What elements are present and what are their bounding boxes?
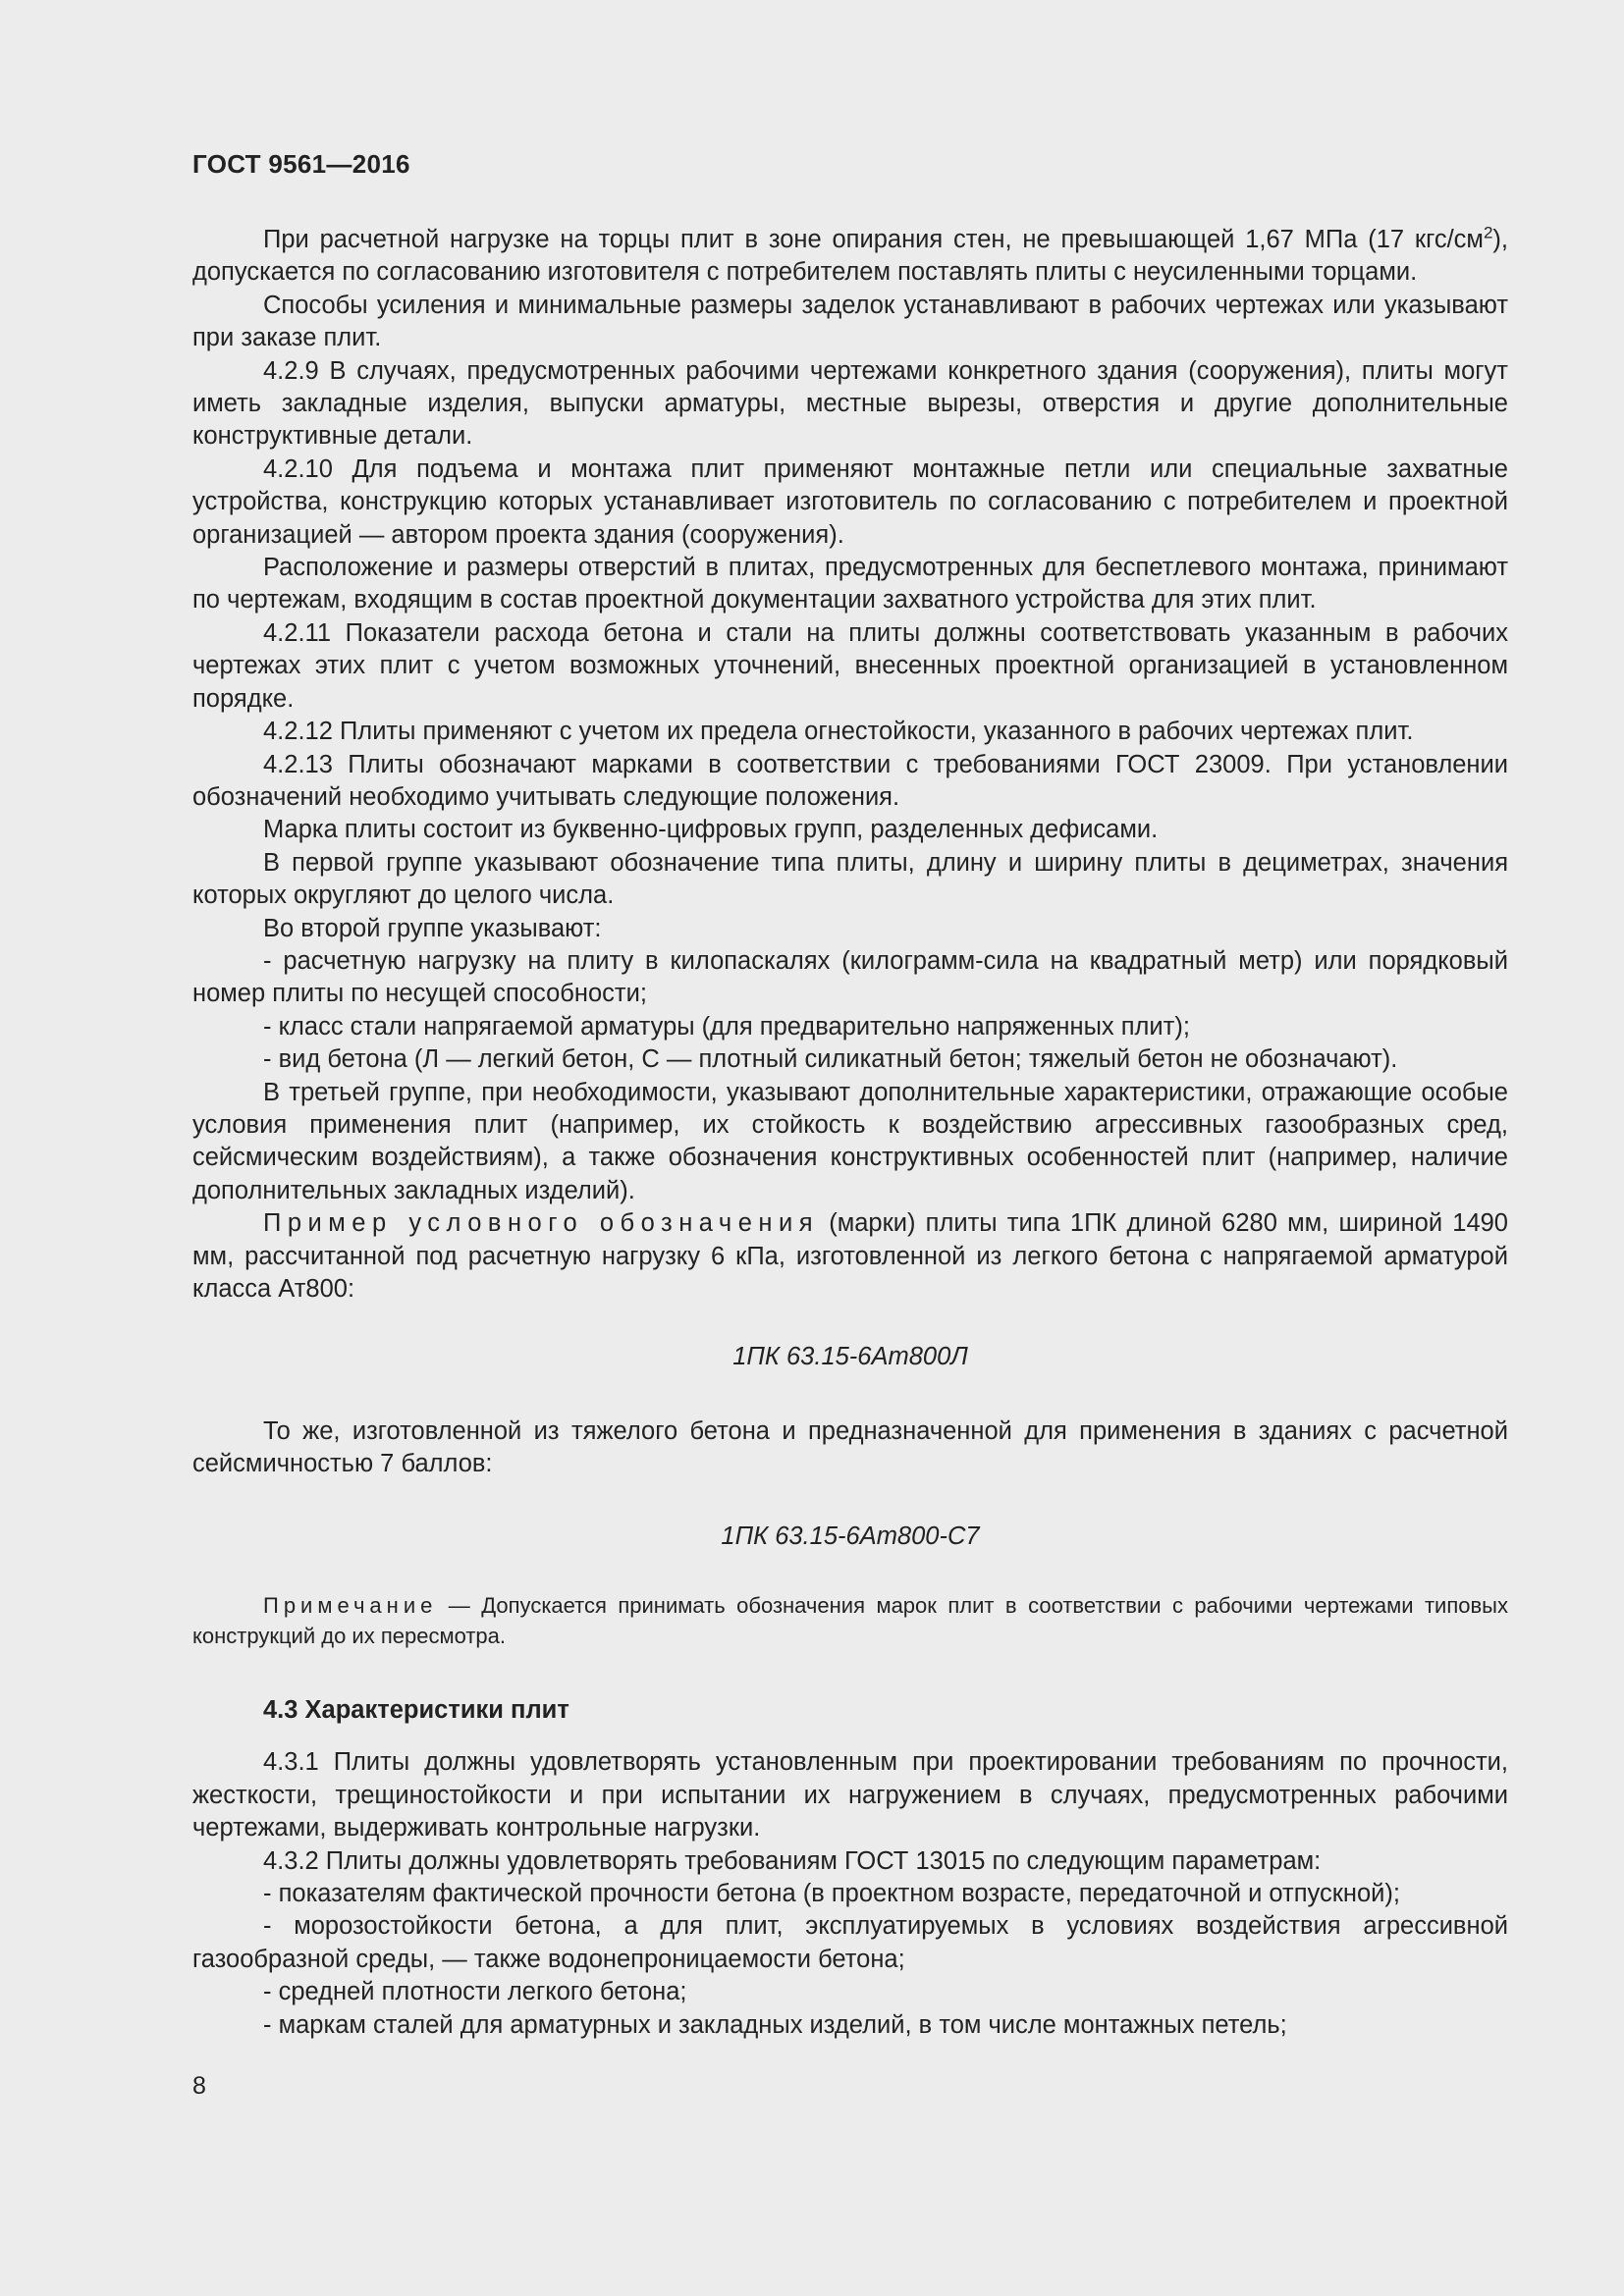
clause-4-2-11: 4.2.11 Показатели расхода бетона и стали на плиты должны соответствовать указанным в рабочих чертежах этих плит с учетом возможных уточнений, внесенных проектной организацией в установленном порядке. [192, 618, 1508, 713]
list-item: - средней плотности легкого бетона; [263, 1978, 687, 2006]
clause-4-3-1: 4.3.1 Плиты должны удовлетворять установленным при проектировании требованиям по прочности, жесткости, трещиностойкости и при испытании их нагружением в случаях, предусмотренных рабочими чертежами, выдерживать контрольные нагрузки. [192, 1748, 1508, 1842]
paragraph: В третьей группе, при необходимости, указывают дополнительные характеристики, отражающие особые условия применения плит (например, их стойкость к воздействию агрессивных газообразных сред, сейсмическим воздействиям), а также обозначения конструктивных особенностей плит (например, наличие дополнительных закладных изделий). [192, 1078, 1508, 1204]
section-heading-4-3: 4.3 Характеристики плит [263, 1696, 569, 1725]
designation-formula-1: 1ПК 63.15-6Ат800Л [732, 1343, 968, 1371]
paragraph: Способы усиления и минимальные размеры заделок устанавливают в рабочих чертежах или указывают при заказе плит. [192, 291, 1508, 352]
paragraph-end-reinforcement [192, 224, 1508, 290]
paragraph-text: (марки) плиты типа 1ПК длиной 6280 мм, шириной 1490 мм, рассчитанной под расчетную нагрузку 6 кПа, изготовленной из легкого бетона с напрягаемой арматурой класса Ат800: [192, 1209, 1508, 1303]
document-body [192, 224, 1508, 2042]
clause-4-2-9: 4.2.9 В случаях, предусмотренных рабочими чертежами конкретного здания (сооружения), плиты могут иметь закладные изделия, выпуски арматуры, местные вырезы, отверстия и другие дополнительные конструктивные детали. [192, 356, 1508, 451]
paragraph: Марка плиты состоит из буквенно-цифровых групп, разделенных дефисами. [263, 816, 1159, 844]
example-label: Пример условного обозначения [263, 1209, 820, 1238]
paragraph: В первой группе указывают обозначение типа плиты, длину и ширину плиты в дециметрах, значения которых округляют до целого числа. [192, 848, 1508, 910]
list-item: - маркам сталей для арматурных и закладных изделий, в том числе монтажных петель; [263, 2010, 1287, 2039]
list-item: - морозостойкости бетона, а для плит, эксплуатируемых в условиях воздействия агрессивной газообразной среды, — также водонепроницаемости бетона; [192, 1912, 1508, 1973]
paragraph-text: При расчетной нагрузке на торцы плит в зоне опирания стен, не превышающей 1,67 МПа (17 кгс/см [263, 226, 1484, 253]
note-label: Примечание [263, 1593, 438, 1619]
example-paragraph [192, 1207, 1508, 1306]
designation-formula-2: 1ПК 63.15-6Ат800-С7 [721, 1522, 980, 1550]
paragraph: Во второй группе указывают: [263, 914, 602, 942]
clause-4-2-13: 4.2.13 Плиты обозначают марками в соответствии с требованиями ГОСТ 23009. При установлении обозначений необходимо учитывать следующие положения. [192, 750, 1508, 811]
note-text: — Допускается принимать обозначения марок плит в соответствии с рабочими чертежами типовых конструкций до их пересмотра. [192, 1593, 1508, 1649]
list-item: - класс стали напрягаемой арматуры (для предварительно напряженных плит); [263, 1012, 1190, 1041]
superscript: 2 [1483, 223, 1493, 242]
list-item: - расчетную нагрузку на плиту в килопаскалях (килограмм-сила на квадратный метр) или порядковый номер плиты по несущей способности; [192, 946, 1508, 1008]
paragraph-text: ), допускается по согласованию изготовителя с потребителем поставлять плиты с неусиленными торцами. [192, 226, 1508, 287]
clause-4-2-10: 4.2.10 Для подъема и монтажа плит применяют монтажные петли или специальные захватные устройства, конструкцию которых устанавливает изготовитель по согласованию с потребителем и проектной организацией — автором проекта здания (сооружения). [192, 454, 1508, 549]
clause-4-2-12: 4.2.12 Плиты применяют с учетом их предела огнестойкости, указанного в рабочих чертежах плит. [263, 718, 1414, 746]
list-item: - показателям фактической прочности бетона (в проектном возрасте, передаточной и отпускной); [263, 1880, 1400, 1908]
paragraph: Расположение и размеры отверстий в плитах, предусмотренных для беспетлевого монтажа, принимают по чертежам, входящим в состав проектной документации захватного устройства для этих плит. [192, 554, 1508, 614]
document-header: ГОСТ 9561—2016 [192, 149, 410, 179]
clause-4-3-2: 4.3.2 Плиты должны удовлетворять требованиям ГОСТ 13015 по следующим параметрам: [263, 1846, 1322, 1875]
page-number: 8 [192, 2072, 206, 2100]
list-item: - вид бетона (Л — легкий бетон, С — плотный силикатный бетон; тяжелый бетон не обозначают). [263, 1045, 1398, 1074]
note-paragraph [192, 1590, 1508, 1651]
paragraph: То же, изготовленной из тяжелого бетона и предназначенной для применения в зданиях с расчетной сейсмичностью 7 баллов: [192, 1416, 1508, 1478]
